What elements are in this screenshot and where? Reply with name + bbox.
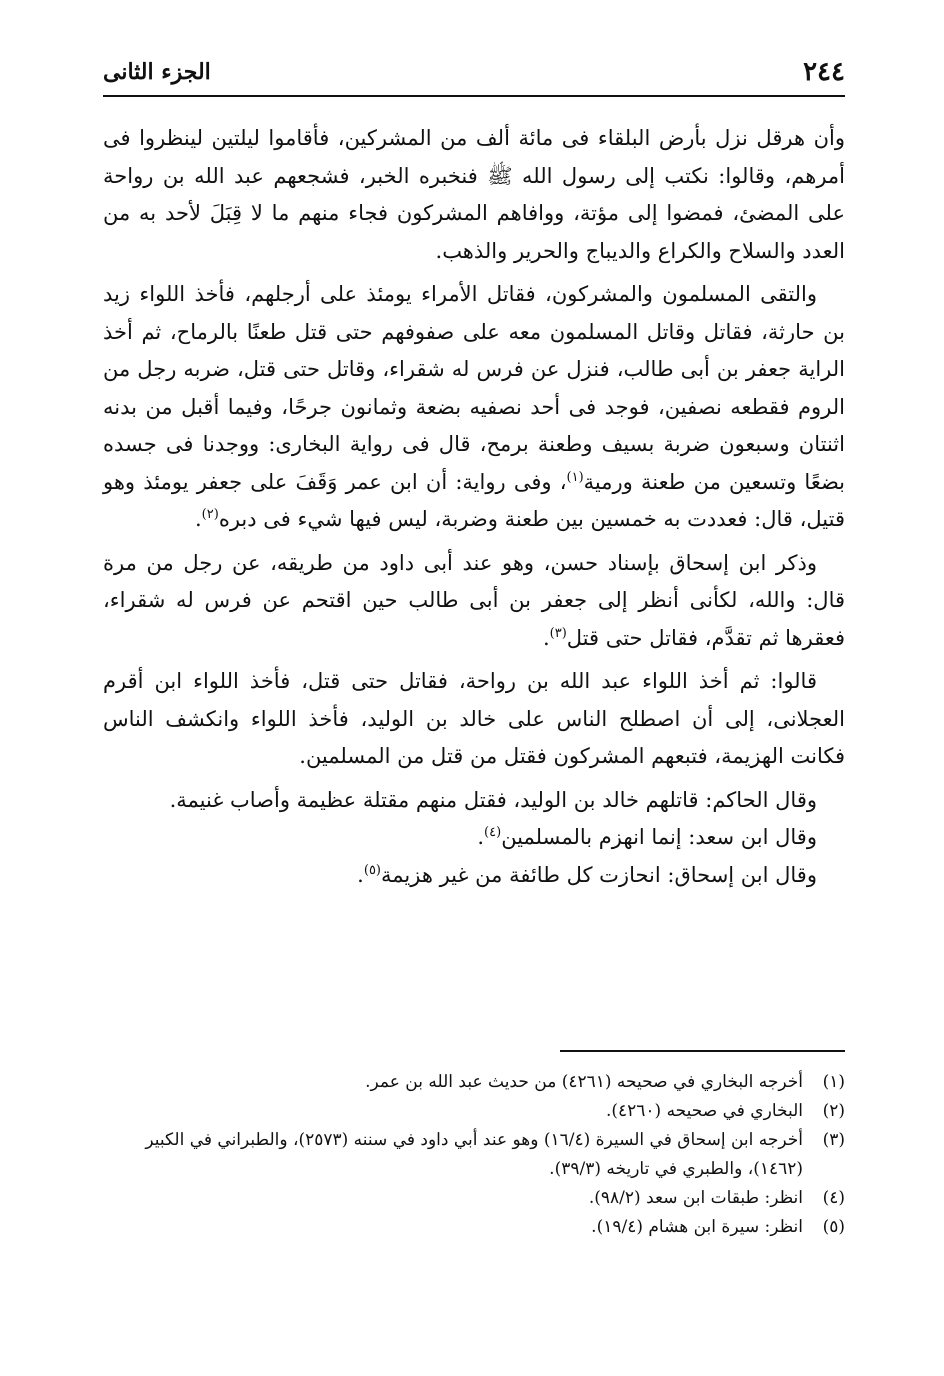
footnote-5: [103, 1213, 845, 1242]
header-rule: [103, 95, 845, 97]
footnote-number: (٢): [822, 1101, 845, 1121]
paragraph-3: [103, 545, 845, 658]
paragraph-5: [103, 782, 845, 820]
paragraph-text: والتقى المسلمون والمشركون، فقاتل الأمراء يومئذ على أرجلهم، فأخذ اللواء زيد بن حارثة، فقاتل وقاتل المسلمون معه على صفوفهم حتى قتل طعنًا بالرماح، ثم أخذ الراية جعفر بن أبى طالب، فنزل عن فرس له شقراء، وقاتل حتى قتل، ضربه رجل من الروم فقطعه نصفين، فوجد فى أحد نصفيه بضعة وثمانون جرحًا، وفيما أقبل من بدنه اثنتان وسبعون ضربة بسيف وطعنة برمح، قال فى رواية البخارى: ووجدنا فى جسده بضعًا وتسعين من طعنة ورمية: [103, 282, 846, 494]
paragraph-text: وقال ابن إسحاق: انحازت كل طائفة من غير هزيمة: [381, 862, 817, 887]
paragraph-6: [103, 819, 845, 857]
footnote-text: أخرجه البخاري في صحيحه (٤٢٦١) من حديث عبد الله بن عمر.: [365, 1072, 803, 1092]
footnote-text: انظر: طبقات ابن سعد (٩٨/٢).: [588, 1188, 803, 1208]
footnote-3: [103, 1126, 845, 1184]
footnote-2: [103, 1097, 845, 1126]
paragraph-text: وقال الحاكم: قاتلهم خالد بن الوليد، فقتل منهم مقتلة عظيمة وأصاب غنيمة.: [169, 787, 817, 812]
footnote-number: (٥): [822, 1217, 845, 1237]
page-header: [103, 52, 845, 92]
paragraph-text: وأن هرقل نزل بأرض البلقاء فى مائة ألف من المشركين، فأقاموا ليلتين لينظروا فى أمرهم، وقالوا: نكتب إلى رسول الله ﷺ فنخبره الخبر، فشجعهم عبد الله بن رواحة على المضئ، فمضوا إلى مؤتة، ووافاهم المشركون فجاء منهم ما لا قِبَلَ لأحد به من العدد والسلاح والكراع والديباج والحرير والذهب.: [103, 126, 845, 263]
paragraph-text: .: [477, 825, 485, 849]
footnote-text: البخاري في صحيحه (٤٢٦٠).: [605, 1101, 803, 1121]
footnote-number: (٤): [822, 1188, 845, 1208]
footnote-rule: [560, 1050, 845, 1052]
footnote-ref: (٤): [484, 825, 502, 840]
footnote-ref: (٢): [201, 507, 219, 522]
footnote-ref: (١): [566, 469, 584, 485]
paragraph-7: [103, 857, 845, 895]
paragraph-text: ، وفى رواية: أن ابن عمر وَقَفَ على جعفر يومئذ وهو قتيل، قال: فعددت به خمسين بين طعنة وضربة، ليس فيها شيء فى دبره: [103, 469, 845, 531]
page-number: ٢٤٤: [803, 57, 845, 87]
running-title: الجزء الثانى: [103, 59, 211, 85]
footnotes: [103, 1068, 845, 1242]
footnote-ref: (٣): [549, 625, 567, 641]
paragraph-2: [103, 276, 845, 539]
footnote-number: (١): [822, 1072, 845, 1092]
paragraph-4: [103, 663, 845, 776]
paragraph-text: قالوا: ثم أخذ اللواء عبد الله بن رواحة، فقاتل حتى قتل، فأخذ اللواء ابن أقرم العجلانى، إلى أن اصطلح الناس على خالد بن الوليد، فأخذ اللواء وانكشف الناس فكانت الهزيمة، فتبعهم المشركون فقتل من قتل من المسلمين.: [103, 669, 845, 768]
paragraph-1: [103, 120, 845, 270]
paragraph-text: .: [357, 862, 364, 887]
paragraph-text: وقال ابن سعد: إنما انهزم بالمسلمين: [501, 825, 817, 849]
main-text: [103, 120, 845, 894]
paragraph-text: .: [194, 507, 202, 531]
paragraph-text: وذكر ابن إسحاق بإسناد حسن، وهو عند أبى داود من طريقه، عن رجل من مرة قال: والله، لكأنى أنظر إلى جعفر بن أبى طالب حين اقتحم عن فرس له شقراء، فعقرها ثم تقدَّم، فقاتل حتى قتل: [103, 550, 845, 650]
footnote-4: [103, 1184, 845, 1213]
footnote-1: [103, 1068, 845, 1097]
paragraph-text: .: [542, 625, 550, 650]
footnote-text: أخرجه ابن إسحاق في السيرة (١٦/٤) وهو عند أبي داود في سننه (٢٥٧٣)، والطبراني في الكبير (١٤٦٢)، والطبري في تاريخه (٣٩/٣).: [145, 1130, 803, 1179]
footnote-ref: (٥): [363, 862, 381, 878]
footnote-text: انظر: سيرة ابن هشام (١٩/٤).: [591, 1217, 803, 1237]
footnote-number: (٣): [822, 1130, 845, 1150]
